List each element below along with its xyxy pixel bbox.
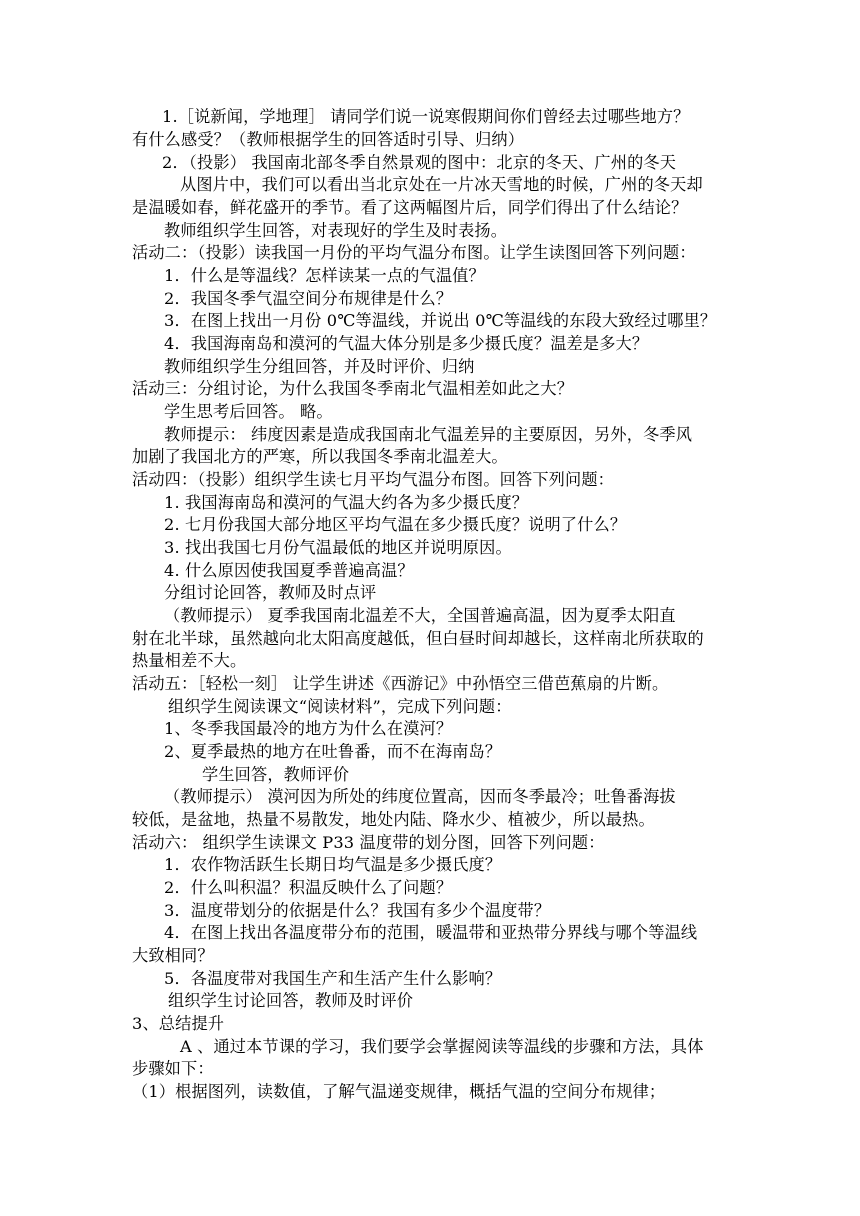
text-line: 2．（投影） 我国南北部冬季自然景观的图中：北京的冬天、广州的冬天 [162,153,677,172]
text-line: 2. 七月份我国大部分地区平均气温在多少摄氏度？说明了什么？ [164,515,627,534]
text-line: 2．我国冬季气温空间分布规律是什么？ [164,289,453,308]
text-line: （1）根据图列，读数值，了解气温递变规律，概括气温的空间分布规律； [132,1082,666,1101]
text-line: 活动三：分组讨论，为什么我国冬季南北气温相差如此之大？ [132,379,574,398]
text-line: 组织学生讨论回答，教师及时评价 [168,991,414,1010]
text-line: 从图片中，我们可以看出当北京处在一片冰天雪地的时候，广州的冬天却 [180,175,703,194]
text-line: 1.［说新闻，学地理］ 请同学们说一说寒假期间你们曾经去过哪些地方？ [162,107,690,126]
text-line: 4. 什么原因使我国夏季普遍高温？ [164,561,414,580]
text-line: 2．什么叫积温？积温反映什么了问题？ [164,878,453,897]
text-line: 1、冬季我国最冷的地方为什么在漠河？ [164,719,453,738]
text-line: 4．我国海南岛和漠河的气温大体分别是多少摄氏度？温差是多大？ [164,334,649,353]
text-line: 射在北半球，虽然越向北太阳高度越低，但白昼时间却越长，这样南北所获取的 [132,629,704,648]
text-line: 教师提示： 纬度因素是造成我国南北气温差异的主要原因，另外，冬季风 [164,425,693,444]
text-line: 活动六： 组织学生读课文 P33 温度带的划分图，回答下列问题： [132,833,605,852]
text-line: 组织学生阅读课文“阅读材料”，完成下列问题： [168,697,512,716]
text-line: 加剧了我国北方的严寒，所以我国冬季南北温差大。 [132,447,508,466]
text-line: 1．农作物活跃生长期日均气温是多少摄氏度？ [164,855,502,874]
text-line: 大致相同？ [132,946,214,965]
text-line: 较低，是盆地，热量不易散发，地处内陆、降水少、植被少，所以最热。 [132,810,655,829]
text-line: 5．各温度带对我国生产和生活产生什么影响？ [164,969,502,988]
text-line: 步骤如下： [132,1059,214,1078]
text-line: 活动四：（投影）组织学生读七月平均气温分布图。回答下列问题： [132,470,615,489]
text-line: 学生思考后回答。 略。 [164,402,333,421]
text-line: 3．在图上找出一月份 0℃等温线，并说出 0℃等温线的东段大致经过哪里？ [164,311,717,330]
text-line: 3、总结提升 [132,1014,225,1033]
text-line: 教师组织学生回答，对表现好的学生及时表扬。 [164,221,508,240]
text-line: 学生回答，教师评价 [202,765,350,784]
text-line: A 、通过本节课的学习，我们要学会掌握阅读等温线的步骤和方法，具体 [180,1037,704,1056]
text-line: 1. 我国海南岛和漠河的气温大约各为多少摄氏度？ [164,493,529,512]
text-line: 活动五：［轻松一刻］ 让学生讲述《西游记》中孙悟空三借芭蕉扇的片断。 [132,674,669,693]
text-line: 教师组织学生分组回答，并及时评价、归纳 [164,357,475,376]
text-line: 热量相差不大。 [132,651,247,670]
text-line: 分组讨论回答，教师及时点评 [164,583,377,602]
text-line: 是温暖如春，鲜花盛开的季节。看了这两幅图片后，同学们得出了什么结论？ [132,198,688,217]
text-line: 1．什么是等温线？怎样读某一点的气温值？ [164,266,485,285]
text-line: 活动二：（投影）读我国一月份的平均气温分布图。让学生读图回答下列问题： [132,243,696,262]
text-line: 有什么感受？（教师根据学生的回答适时引导、归纳） [132,130,525,149]
text-line: 3．温度带划分的依据是什么？我国有多少个温度带？ [164,901,551,920]
text-line: 3. 找出我国七月份气温最低的地区并说明原因。 [164,538,512,557]
text-line: （教师提示） 夏季我国南北温差不大，全国普遍高温，因为夏季太阳直 [164,606,676,625]
text-line: 4．在图上找出各温度带分布的范围，暖温带和亚热带分界线与哪个等温线 [164,923,698,942]
text-line: （教师提示） 漠河因为所处的纬度位置高，因而冬季最冷；吐鲁番海拔 [164,787,676,806]
text-line: 2、夏季最热的地方在吐鲁番，而不在海南岛？ [164,742,502,761]
